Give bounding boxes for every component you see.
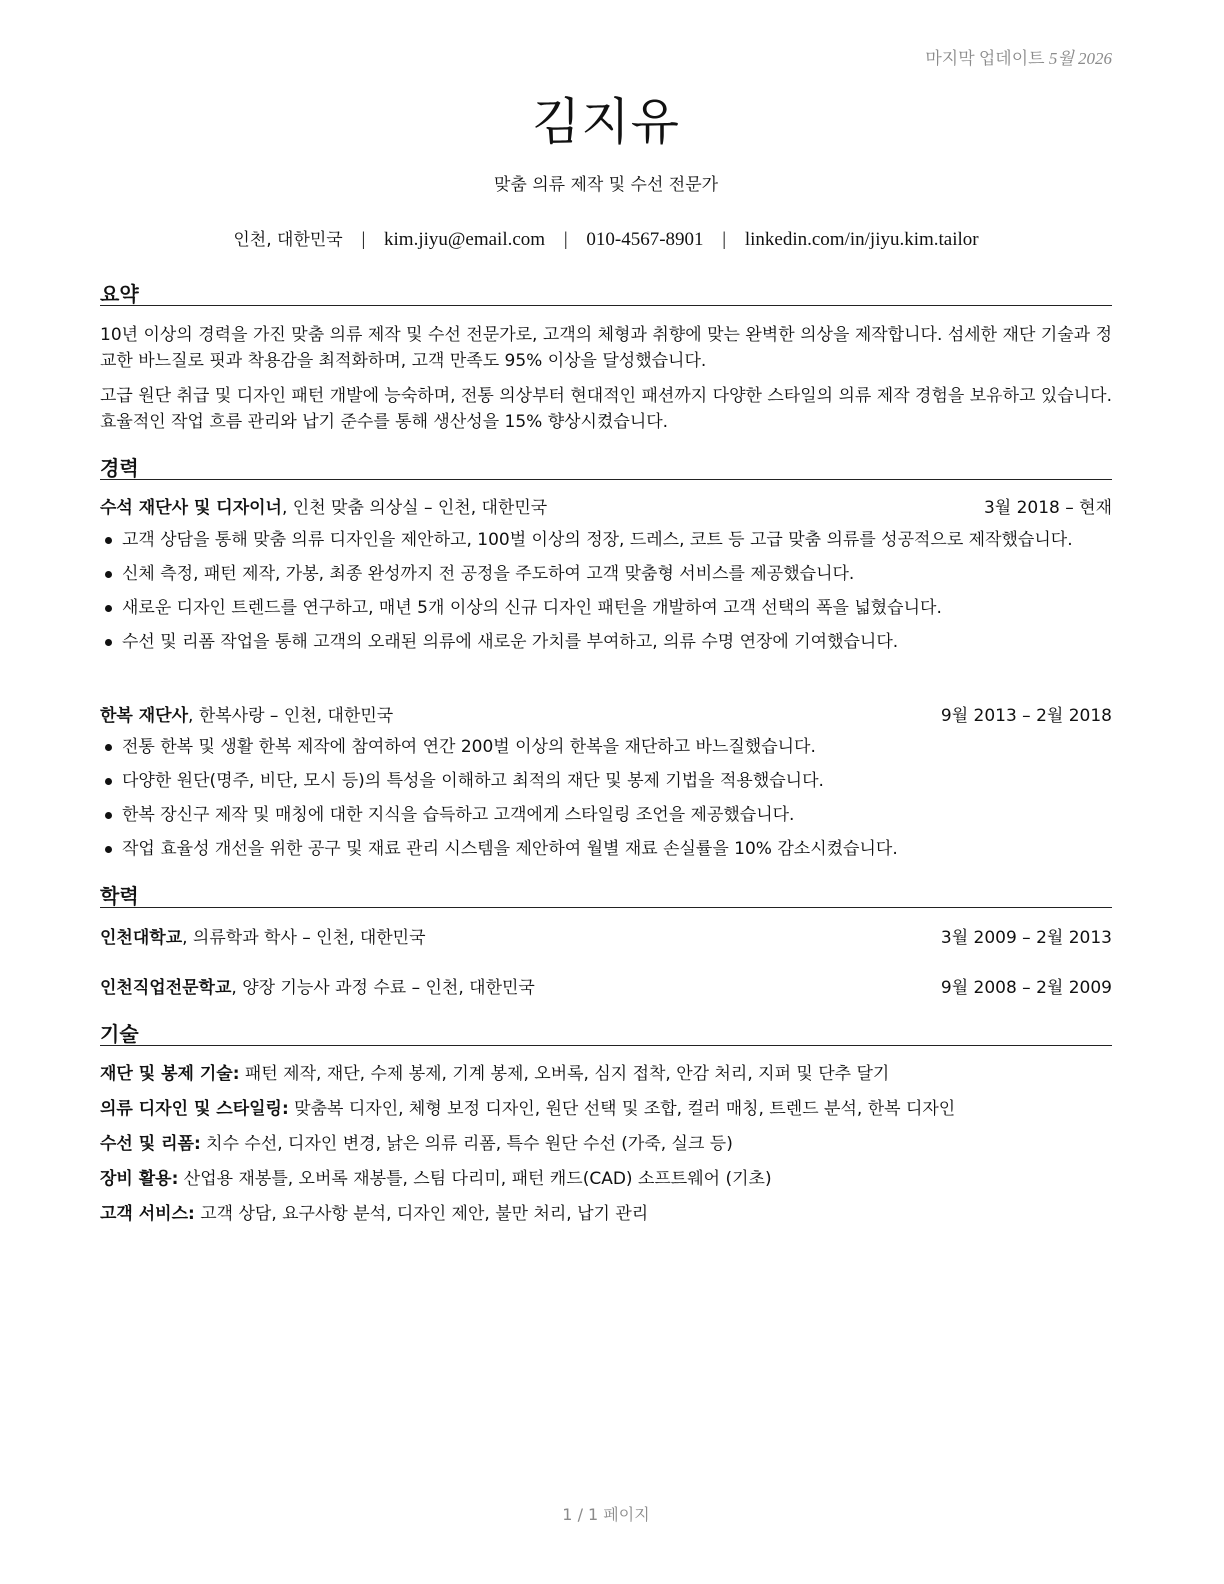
job-bullet: 작업 효율성 개선을 위한 공구 및 재료 관리 시스템을 제안하여 월별 재료 손실률을 10% 감소시켰습니다. xyxy=(100,836,1112,862)
contact-email[interactable]: kim.jiyu@email.com xyxy=(384,229,546,250)
job-org: , 한복사랑 – 인천, 대한민국 xyxy=(188,706,394,726)
job-bullet: 한복 장신구 제작 및 매칭에 대한 지식을 습득하고 고객에게 스타일링 조언을 제공했습니다. xyxy=(100,802,1112,828)
skill-label: 장비 활용: xyxy=(100,1169,179,1189)
experience-heading: 경력 xyxy=(100,452,1112,480)
education-school: 인천직업전문학교 xyxy=(100,978,232,998)
contact-separator: | xyxy=(563,229,568,250)
education-detail: , 양장 기능사 과정 수료 – 인천, 대한민국 xyxy=(231,978,535,998)
job-org: , 인천 맞춤 의상실 – 인천, 대한민국 xyxy=(281,498,548,518)
skill-value: 산업용 재봉틀, 오버록 재봉틀, 스팀 다리미, 패턴 캐드(CAD) 소프트웨어 (기초) xyxy=(178,1169,772,1189)
candidate-headline: 맞춤 의류 제작 및 수선 전문가 xyxy=(493,175,719,195)
job-role: 한복 재단사 xyxy=(100,706,189,726)
skill-line xyxy=(100,1096,1112,1122)
skill-value: 패턴 제작, 재단, 수제 봉제, 기계 봉제, 오버록, 심지 접착, 안감 처리, 지퍼 및 단추 달기 xyxy=(239,1064,890,1084)
contact-separator: | xyxy=(361,229,366,250)
job-header xyxy=(100,496,1112,520)
skill-label: 고객 서비스: xyxy=(100,1204,195,1224)
job-bullets xyxy=(100,734,1112,870)
job-header xyxy=(100,704,1112,728)
last-updated-year: 2026 xyxy=(1078,49,1112,68)
education-detail: , 의류학과 학사 – 인천, 대한민국 xyxy=(182,928,426,948)
last-updated-month: 5월 xyxy=(1048,49,1074,68)
contact-location: 인천, 대한민국 xyxy=(233,230,343,250)
education-dates: 3월 2009 – 2월 2013 xyxy=(940,928,1112,948)
summary-paragraph: 10년 이상의 경력을 가진 맞춤 의류 제작 및 수선 전문가로, 고객의 체형과 취향에 맞는 완벽한 의상을 제작합니다. 섬세한 재단 기술과 정교한 바느질로 핏과 착용감을 최적화하며, 고객 만족도 95% 이상을 달성했습니다. xyxy=(100,325,1112,371)
skill-line xyxy=(100,1201,1112,1227)
skill-label: 의류 디자인 및 스타일링: xyxy=(100,1099,289,1119)
job-bullet: 새로운 디자인 트렌드를 연구하고, 매년 5개 이상의 신규 디자인 패턴을 개발하여 고객 선택의 폭을 넓혔습니다. xyxy=(100,595,1112,621)
page-number: 1 / 1 페이지 xyxy=(562,1505,650,1524)
skill-line xyxy=(100,1131,1112,1157)
job-role: 수석 재단사 및 디자이너 xyxy=(100,498,282,518)
summary-paragraph: 고급 원단 취급 및 디자인 패턴 개발에 능숙하며, 전통 의상부터 현대적인 패션까지 다양한 스타일의 의류 제작 경험을 보유하고 있습니다. 효율적인 작업 흐름 관리와 납기 준수를 통해 생산성을 15% 향상시켰습니다. xyxy=(100,386,1112,432)
job-bullet: 전통 한복 및 생활 한복 제작에 참여하여 연간 200벌 이상의 한복을 재단하고 바느질했습니다. xyxy=(100,734,1112,760)
skill-value: 고객 상담, 요구사항 분석, 디자인 제안, 불만 처리, 납기 관리 xyxy=(194,1204,649,1224)
skill-line xyxy=(100,1166,1112,1192)
skill-line xyxy=(100,1061,1112,1087)
job-bullet: 고객 상담을 통해 맞춤 의류 디자인을 제안하고, 100벌 이상의 정장, 드레스, 코트 등 고급 맞춤 의류를 성공적으로 제작했습니다. xyxy=(100,527,1112,553)
job-bullet: 다양한 원단(명주, 비단, 모시 등)의 특성을 이해하고 최적의 재단 및 봉제 기법을 적용했습니다. xyxy=(100,768,1112,794)
skills-heading: 기술 xyxy=(100,1018,1112,1046)
candidate-name: 김지유 xyxy=(532,93,680,151)
last-updated-label: 마지막 업데이트 xyxy=(925,49,1045,68)
skill-label: 수선 및 리폼: xyxy=(100,1134,201,1154)
job-bullet: 신체 측정, 패턴 제작, 가봉, 최종 완성까지 전 공정을 주도하여 고객 맞춤형 서비스를 제공했습니다. xyxy=(100,561,1112,587)
education-entry xyxy=(100,976,1112,1000)
contact-phone[interactable]: 010-4567-8901 xyxy=(586,229,704,250)
skill-value: 치수 수선, 디자인 변경, 낡은 의류 리폼, 특수 원단 수선 (가죽, 실크 등) xyxy=(200,1134,733,1154)
contact-line xyxy=(100,225,1112,251)
job-bullets xyxy=(100,527,1112,663)
education-entry xyxy=(100,926,1112,950)
skill-label: 재단 및 봉제 기술: xyxy=(100,1064,240,1084)
job-bullet: 수선 및 리폼 작업을 통해 고객의 오래된 의류에 새로운 가치를 부여하고, 의류 수명 연장에 기여했습니다. xyxy=(100,629,1112,655)
education-dates: 9월 2008 – 2월 2009 xyxy=(940,978,1112,998)
job-dates: 9월 2013 – 2월 2018 xyxy=(940,706,1112,726)
skill-value: 맞춤복 디자인, 체형 보정 디자인, 원단 선택 및 조합, 컬러 매칭, 트렌드 분석, 한복 디자인 xyxy=(288,1099,956,1119)
resume-page xyxy=(100,0,1112,1584)
education-heading: 학력 xyxy=(100,880,1112,908)
summary-heading: 요약 xyxy=(100,278,1112,306)
job-dates: 3월 2018 – 현재 xyxy=(983,498,1112,518)
education-school: 인천대학교 xyxy=(100,928,183,948)
contact-separator: | xyxy=(722,229,727,250)
contact-linkedin[interactable]: linkedin.com/in/jiyu.kim.tailor xyxy=(744,229,979,250)
last-updated xyxy=(925,44,1112,69)
